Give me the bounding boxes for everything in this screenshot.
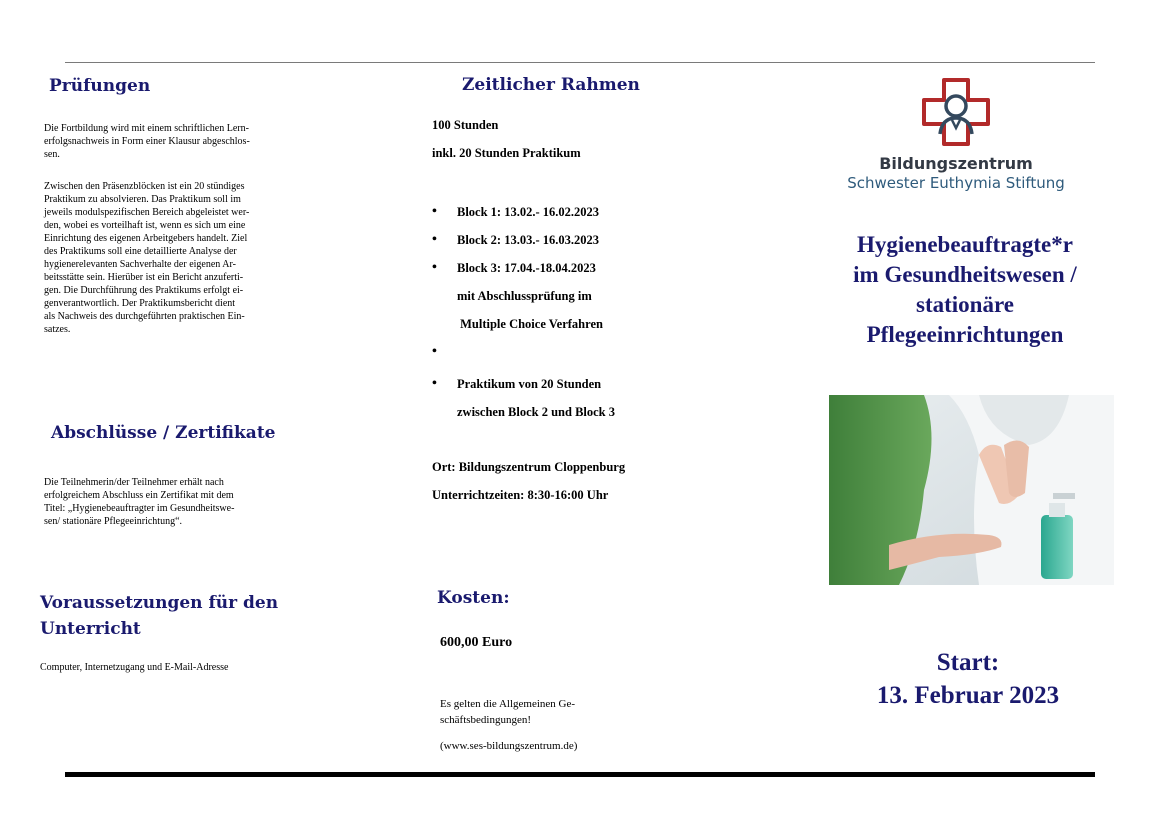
abschluesse-heading: Abschlüsse / Zertifikate [51,423,276,443]
praktikum-text: Praktikum von 20 Stunden [457,377,602,391]
text-line: Praktikum zu absolvieren. Das Praktikum soll im [44,194,241,205]
list-spacer [430,338,770,366]
text-line: genverantwortlich. Der Praktikumsbericht dient [44,298,236,309]
course-title [810,230,1120,350]
bildungszentrum-logo [836,76,1076,200]
block-list [430,198,770,366]
start-label: Start: [936,649,1000,676]
list-item [430,198,770,226]
kosten-heading: Kosten: [437,588,510,608]
bottom-divider [65,772,1095,777]
text-line: erfolgreichem Abschluss ein Zertifikat mit dem [44,490,234,501]
text-line: als Nachweis des durchgeführten praktischen Ein- [44,311,245,322]
agb-note [440,696,680,728]
text-line: satzes. [44,324,71,335]
text-line: Einrichtung des eigenen Arbeitgebers handelt. Ziel [44,233,248,244]
text-line: jeweils modulspezifischen Bereich abgeleistet wer- [44,207,250,218]
praktikum-list [430,370,770,426]
ort-line: Ort: Bildungszentrum Cloppenburg [432,460,626,474]
photo-illustration [829,395,1114,585]
hand-disinfection-photo [829,395,1114,585]
list-item [430,254,770,338]
block-1-text: Block 1: 13.02.- 16.02.2023 [457,205,600,219]
text-line: den, wobei es vorteilhaft ist, wenn es sich um eine [44,220,246,231]
text-line: gen. Die Durchführung des Praktikums erfolgt ei- [44,285,244,296]
top-divider [65,62,1095,63]
voraussetzungen-heading [40,590,278,642]
logo-subtitle: Schwester Euthymia Stiftung [847,174,1065,192]
unterrichtszeiten-line: Unterrichtzeiten: 8:30-16:00 Uhr [432,488,609,502]
block-2-text: Block 2: 13.03.- 16.03.2023 [457,233,600,247]
voraussetzungen-paragraph: Computer, Internetzugang und E-Mail-Adresse [40,662,229,673]
text-line: Zwischen den Präsenzblöcken ist ein 20 stündiges [44,181,245,192]
text-line: schäftsbedingungen! [440,714,532,726]
text-line: beitsstätte sein. Hierüber ist ein Bericht anzuferti- [44,272,244,283]
text-line: des Praktikums soll eine detaillierte Analyse der [44,246,237,257]
title-line: Hygienebeauftragte*r [857,232,1073,257]
text-line: Titel: „Hygienebeauftragter im Gesundheitswe- [44,503,235,514]
title-line: stationäre [916,292,1014,317]
pruefungen-heading: Prüfungen [49,76,151,96]
text-line: Die Teilnehmerin/der Teilnehmer erhält nach [44,477,224,488]
block-3-subline: Multiple Choice Verfahren [457,317,603,331]
heading-line: Unterricht [40,619,141,639]
title-line: im Gesundheitswesen / [853,262,1077,287]
cross-person-icon [920,76,992,148]
person-head [946,96,966,116]
start-date-block [830,646,1106,712]
text-line: Es gelten die Allgemeinen Ge- [440,698,576,710]
text-line: sen/ stationäre Pflegeeinrichtung“. [44,516,183,527]
text-line: hygienerelevanten Sachverhalte der eigenen Ar- [44,259,236,270]
praktikum-stunden-line: inkl. 20 Stunden Praktikum [432,146,581,160]
praktikum-subline: zwischen Block 2 und Block 3 [457,405,616,419]
title-line: Pflegeeinrichtungen [866,322,1064,347]
pruefungen-paragraph-1 [44,122,344,161]
text-line: Die Fortbildung wird mit einem schriftlichen Lern- [44,123,249,134]
zeitlicher-rahmen-heading: Zeitlicher Rahmen [462,75,640,95]
person-collar [952,120,960,128]
list-item [430,370,770,426]
pruefungen-paragraph-2 [44,180,344,336]
logo-title: Bildungszentrum [879,154,1033,173]
text-line: sen. [44,149,60,160]
block-3-subline: mit Abschlussprüfung im [457,289,592,303]
website-link[interactable]: (www.ses-bildungszentrum.de) [440,740,578,752]
price: 600,00 Euro [440,635,513,650]
list-item [430,226,770,254]
start-date: 13. Februar 2023 [876,682,1060,709]
abschluesse-paragraph [44,476,344,528]
heading-line: Voraussetzungen für den [40,593,279,613]
block-3-text: Block 3: 17.04.-18.04.2023 [457,261,596,275]
stunden-line: 100 Stunden [432,118,499,132]
text-line: erfolgsnachweis in Form einer Klausur abgeschlos- [44,136,250,147]
